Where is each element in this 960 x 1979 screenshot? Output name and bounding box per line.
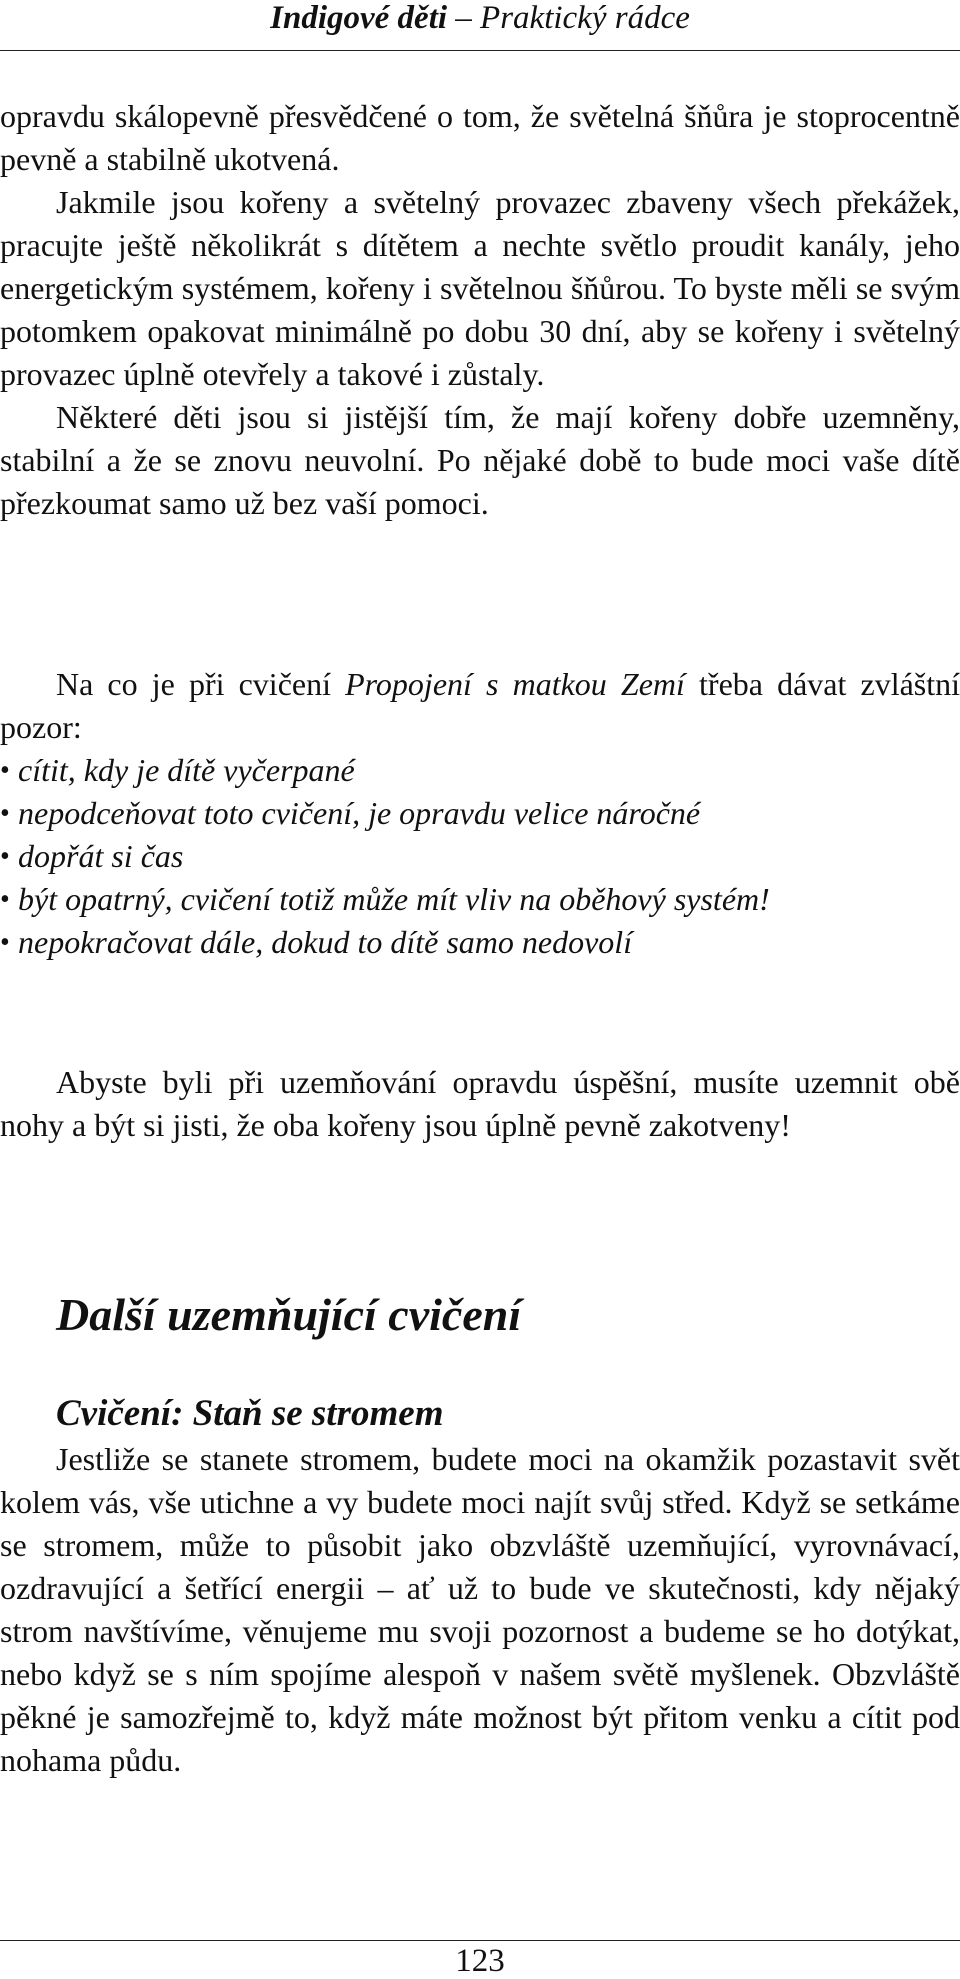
- running-header: [0, 0, 960, 50]
- attention-list: [0, 749, 960, 964]
- header-subtitle: Praktický rádce: [480, 0, 690, 36]
- bullet-icon: •: [0, 841, 10, 872]
- bullet-icon: •: [0, 755, 10, 786]
- list-item-text: cítit, kdy je dítě vyčerpané: [18, 752, 355, 788]
- header-separator: –: [447, 0, 481, 36]
- list-item: [0, 878, 960, 921]
- footer-rule: [0, 1940, 960, 1941]
- exercise-body: Jestliže se stanete stromem, budete moci na okamžik pozastavit svět kolem vás, vše utichne a vy budete moci najít svůj střed. Když se setkáme se stromem, může to působit jako obzvláště uzemňující, vyrovnávací, ozdravující a šetřící energii – ať už to bude ve skutečnosti, kdy nějaký strom navštívíme, věnujeme mu svoji pozornost a budeme se ho dotýkat, nebo když se s ním spojíme alespoň v našem světě myšlenek. Obzvláště pěkné je samozřejmě to, když máte možnost být přitom venku a cítit pod nohama půdu.: [0, 1441, 960, 1778]
- page-number: 123: [455, 1943, 505, 1979]
- exercise-body-block: [0, 1438, 960, 1782]
- list-item: [0, 921, 960, 964]
- attention-intro-before: Na co je při cvičení: [56, 666, 346, 702]
- list-item-text: nepokračovat dále, dokud to dítě samo nedovolí: [18, 924, 633, 960]
- attention-intro-after: třeba dávat zvláštní pozor:: [0, 666, 960, 745]
- section-title: Další uzemňující cvičení: [56, 1289, 522, 1340]
- list-item: [0, 835, 960, 878]
- paragraph-roots-light: Jakmile jsou kořeny a světelný provazec zbaveny všech překážek, pracujte ještě několikrát s dítětem a nechte světlo proudit kanály, jeho energetickým systémem, kořeny i světelnou šňůrou. To byste měli se svým potomkem opakovat minimálně po dobu 30 dní, aby se kořeny i světelný provazec úplně otevřely a takové i zůstaly.: [0, 184, 960, 392]
- header-rule: [0, 50, 960, 51]
- paragraph-children-security: Některé děti jsou si jistější tím, že mají kořeny dobře uzemněny, stabilní a že se znovu neuvolní. Po nějaké době to bude moci vaše dítě přezkoumat samo už bez vaší pomoci.: [0, 399, 960, 521]
- header-book-title: Indigové děti: [270, 0, 448, 36]
- attention-block: [0, 663, 960, 964]
- grounding-note-block: [0, 1061, 960, 1147]
- list-item-text: nepodceňovat toto cvičení, je opravdu velice náročné: [18, 795, 701, 831]
- opening-paragraphs: [0, 95, 960, 525]
- list-item-text: dopřát si čas: [18, 838, 184, 874]
- list-item-text: být opatrný, cvičení totiž může mít vliv na oběhový systém!: [18, 881, 770, 917]
- bullet-icon: •: [0, 927, 10, 958]
- bullet-icon: •: [0, 798, 10, 829]
- exercise-title: Cvičení: Staň se stromem: [56, 1393, 444, 1434]
- list-item: [0, 792, 960, 835]
- bullet-icon: •: [0, 884, 10, 915]
- attention-intro: [0, 663, 960, 749]
- list-item: [0, 749, 960, 792]
- attention-exercise-name: Propojení s matkou Zemí: [345, 666, 685, 702]
- grounding-note: Abyste byli při uzemňování opravdu úspěšní, musíte uzemnit obě nohy a být si jisti, že oba kořeny jsou úplně pevně zakotveny!: [0, 1064, 960, 1143]
- paragraph-continued: opravdu skálopevně přesvědčené o tom, že světelná šňůra je stoprocentně pevně a stabilně ukotvená.: [0, 98, 960, 177]
